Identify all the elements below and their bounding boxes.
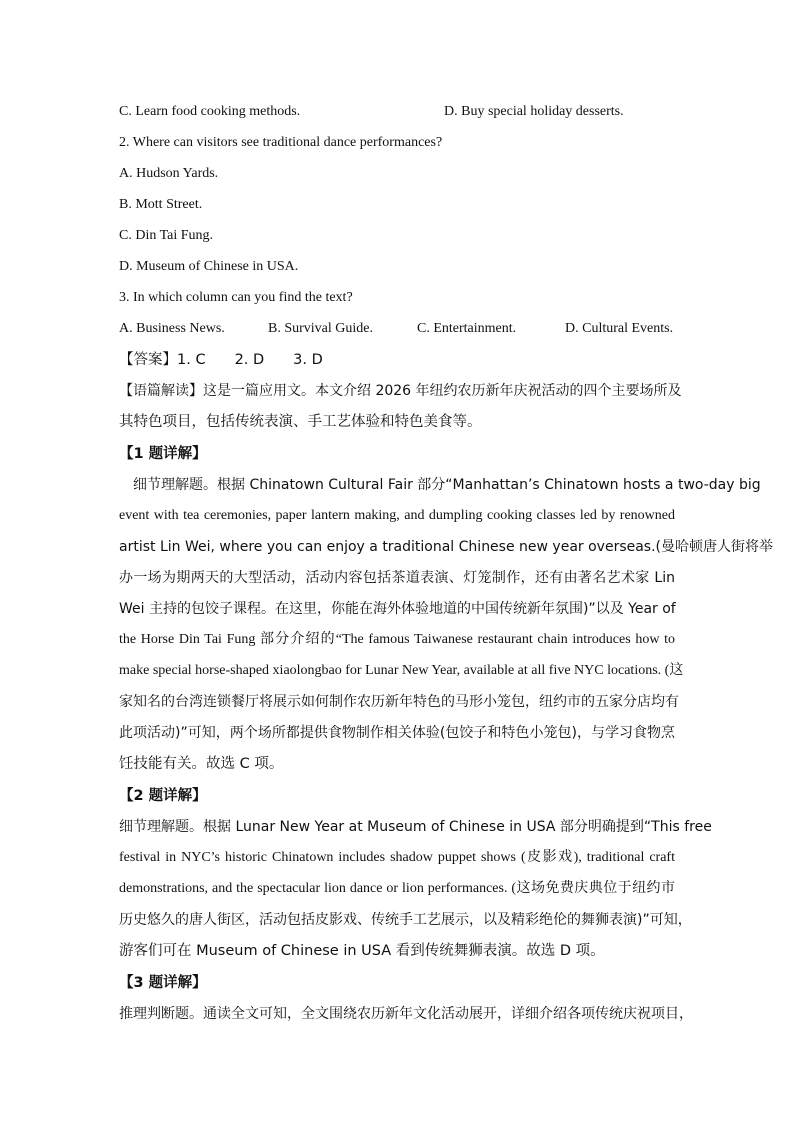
q2-option-a: A. Hudson Yards. <box>119 166 219 181</box>
detail3-line-1: 推理判断题。通读全文可知，全文围绕农历新年文化活动展开，详细介绍各项传统庆祝项目， <box>119 1006 693 1022</box>
answer-line: 【答案】1. C 2. D 3. D <box>119 352 323 368</box>
q3-option-d: D. Cultural Events. <box>565 321 674 336</box>
detail2-line-4: 历史悠久的唐人街区，活动包括皮影戏、传统手工艺展示，以及精彩绝伦的舞狮表演)”可知， <box>119 912 692 928</box>
q2-option-b: B. Mott Street. <box>119 197 203 212</box>
detail2-line-3: demonstrations, and the spectacular lion dance or lion performances. (这场免费庆典位于纽约市 <box>119 881 675 896</box>
detail1-line-2: event with tea ceremonies, paper lantern making, and dumpling cooking classes led by renowned <box>119 508 675 523</box>
q3-options-row <box>119 320 679 338</box>
q3-option-a: A. Business News. <box>119 321 225 336</box>
detail1-line-10: 饪技能有关。故选 C 项。 <box>119 756 284 772</box>
detail1-line-6: the Horse Din Tai Fung 部分介绍的“The famous Taiwanese restaurant chain introduces how to <box>119 632 675 647</box>
detail2-line-5: 游客们可在 Museum of Chinese in USA 看到传统舞狮表演。故选 D 项。 <box>119 943 605 959</box>
q1-option-d: D. Buy special holiday desserts. <box>444 104 624 119</box>
q2-question: 2. Where can visitors see traditional dance performances? <box>119 135 443 150</box>
q3-option-c: C. Entertainment. <box>417 321 517 336</box>
detail1-heading: 【1 题详解】 <box>119 446 207 462</box>
detail1-line-9: 此项活动)”可知，两个场所都提供食物制作相关体验(包饺子和特色小笼包)，与学习食物烹 <box>119 725 675 741</box>
q3-question: 3. In which column can you find the text? <box>119 290 353 305</box>
q1-option-c: C. Learn food cooking methods. <box>119 104 301 119</box>
detail1-line-8: 家知名的台湾连锁餐厅将展示如何制作农历新年特色的马形小笼包，纽约市的五家分店均有 <box>119 694 679 710</box>
detail1-line-4: 办一场为期两天的大型活动，活动内容包括茶道表演、灯笼制作，还有由著名艺术家 Lin <box>119 570 675 586</box>
q2-option-c: C. Din Tai Fung. <box>119 228 214 243</box>
detail1-line-5: Wei 主持的包饺子课程。在这里，你能在海外体验地道的中国传统新年氛围)”以及 Year of <box>119 601 676 617</box>
detail3-heading: 【3 题详解】 <box>119 975 207 991</box>
q3-option-b: B. Survival Guide. <box>268 321 373 336</box>
detail1-line-3: artist Lin Wei, where you can enjoy a traditional Chinese new year overseas.(曼哈顿唐人街将举 <box>119 539 774 555</box>
detail2-line-1: 细节理解题。根据 Lunar New Year at Museum of Chinese in USA 部分明确提到“This free <box>119 819 712 835</box>
detail1-line-1: 细节理解题。根据 Chinatown Cultural Fair 部分“Manhattan’s Chinatown hosts a two-day big <box>119 477 761 493</box>
q2-option-d: D. Museum of Chinese in USA. <box>119 259 299 274</box>
q1-options-row <box>119 103 679 121</box>
detail1-line-7: make special horse-shaped xiaolongbao for Lunar New Year, available at all five NYC locations. (这 <box>119 663 684 678</box>
summary-line-2: 其特色项目，包括传统表演、手工艺体验和特色美食等。 <box>119 414 482 430</box>
detail2-line-2: festival in NYC’s historic Chinatown includes shadow puppet shows (皮影戏), traditional craft <box>119 850 675 865</box>
detail2-heading: 【2 题详解】 <box>119 788 207 804</box>
summary-line-1: 【语篇解读】这是一篇应用文。本文介绍 2026 年纽约农历新年庆祝活动的四个主要场所及 <box>119 383 682 399</box>
